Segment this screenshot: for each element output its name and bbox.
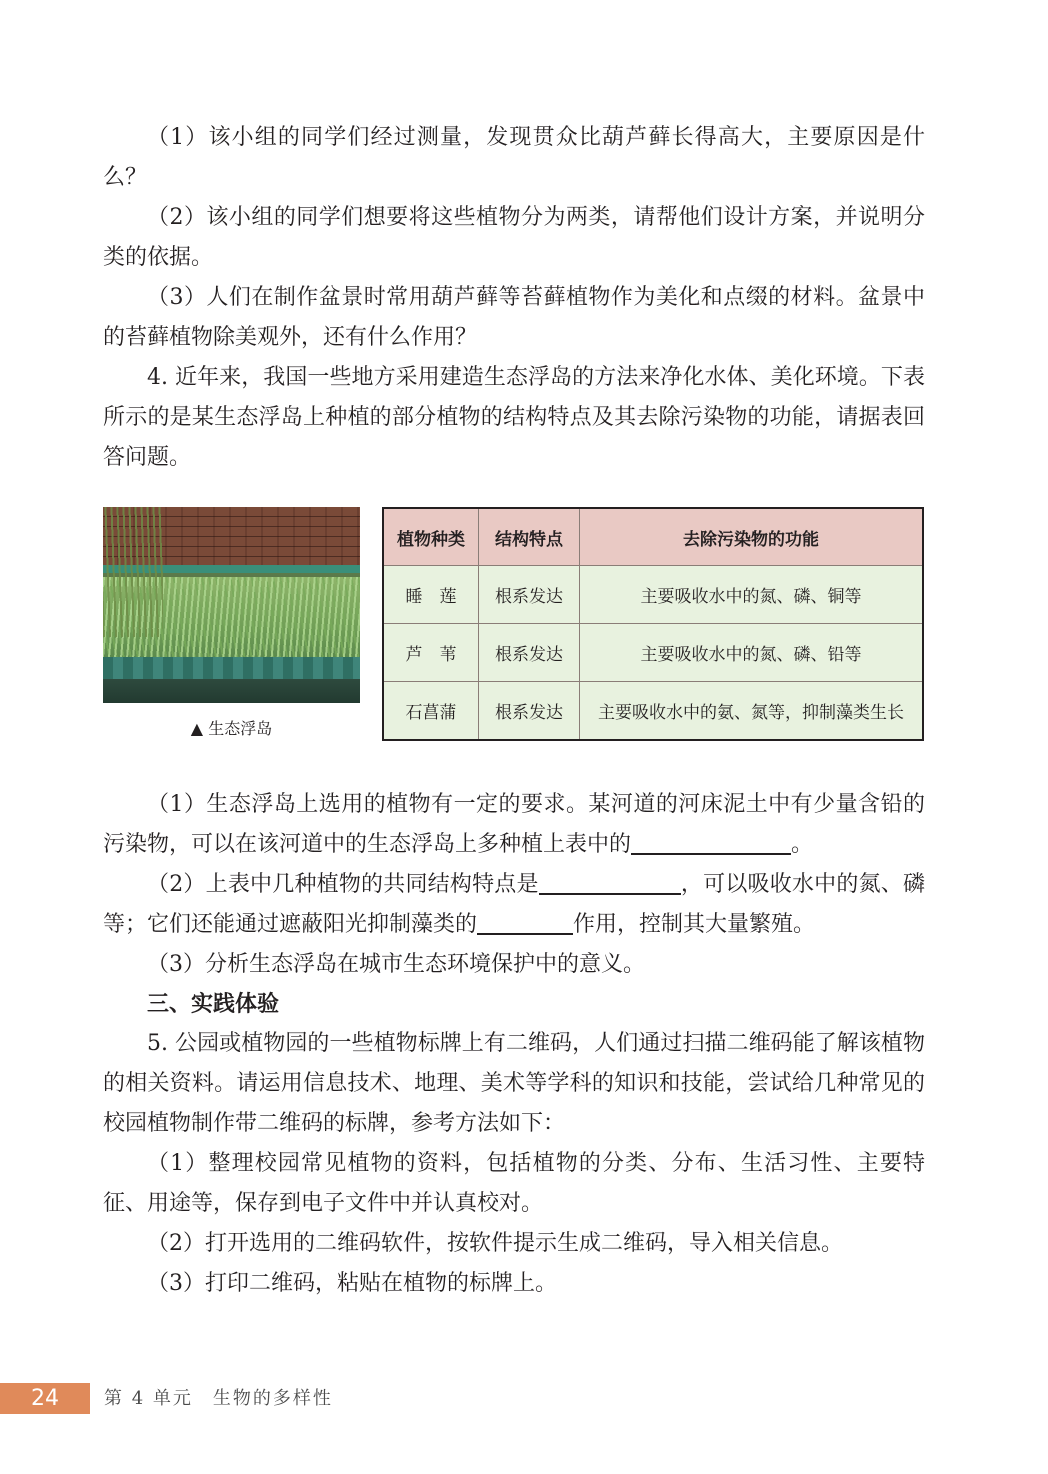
table-cell: 根系发达 bbox=[479, 566, 580, 624]
question-1-part-1: （1）该小组的同学们经过测量，发现贯众比葫芦藓长得高大，主要原因是什么？ bbox=[103, 125, 925, 190]
photo-caption: ▲ 生态浮岛 bbox=[190, 719, 273, 738]
floating-island-photo bbox=[103, 507, 360, 703]
table-cell: 石菖蒲 bbox=[383, 682, 479, 741]
table-row bbox=[383, 624, 923, 682]
question-5-step-1: （1）整理校园常见植物的资料，包括植物的分类、分布、生活习性、主要特征、用途等，保存到电子文件中并认真校对。 bbox=[103, 1151, 925, 1216]
question-4-part-2: （2）上表中几种植物的共同结构特点是 ，可以吸收水中的氮、磷等；它们还能通过遮蔽阳光抑制藻类的 作用，控制其大量繁殖。 bbox=[103, 865, 925, 945]
question-5-step-2: （2）打开选用的二维码软件，按软件提示生成二维码，导入相关信息。 bbox=[147, 1231, 843, 1256]
table-cell: 根系发达 bbox=[479, 624, 580, 682]
question-5-step-3: （3）打印二维码，粘贴在植物的标牌上。 bbox=[147, 1271, 557, 1296]
table-cell: 主要吸收水中的氮、磷、铜等 bbox=[580, 566, 924, 624]
table-cell: 主要吸收水中的氨、氮等，抑制藻类生长 bbox=[580, 682, 924, 741]
unit-title: 第 4 单元 生物的多样性 bbox=[104, 1388, 333, 1409]
floating-mat bbox=[103, 657, 360, 679]
willow-branches bbox=[103, 507, 163, 637]
table-header-row bbox=[383, 508, 923, 566]
table-cell: 芦 苇 bbox=[383, 624, 479, 682]
plant-function-table bbox=[382, 507, 924, 741]
question-4-intro: 4. 近年来，我国一些地方采用建造生态浮岛的方法来净化水体、美化环境。下表所示的是某生态浮岛上种植的部分植物的结构特点及其去除污染物的功能，请据表回答问题。 bbox=[103, 365, 925, 470]
page-number: 24 bbox=[0, 1383, 90, 1414]
table-header-cell: 植物种类 bbox=[383, 508, 479, 566]
table-cell: 根系发达 bbox=[479, 682, 580, 741]
table-header-cell: 结构特点 bbox=[479, 508, 580, 566]
question-5-intro: 5. 公园或植物园的一些植物标牌上有二维码，人们通过扫描二维码能了解该植物的相关资料。请运用信息技术、地理、美术等学科的知识和技能，尝试给几种常见的校园植物制作带二维码的标牌，参考方法如下： bbox=[103, 1031, 925, 1136]
answer-blank bbox=[477, 907, 573, 935]
question-4-part-3: （3）分析生态浮岛在城市生态环境保护中的意义。 bbox=[147, 952, 645, 977]
answer-blank bbox=[539, 867, 681, 895]
question-1-part-2: （2）该小组的同学们想要将这些植物分为两类，请帮他们设计方案，并说明分类的依据。 bbox=[103, 205, 925, 270]
question-4-part-1: （1）生态浮岛上选用的植物有一定的要求。某河道的河床泥土中有少量含铅的污染物，可以在该河道中的生态浮岛上多种植上表中的 。 bbox=[103, 792, 925, 857]
section-heading: 三、实践体验 bbox=[147, 991, 280, 1017]
table-cell: 睡 莲 bbox=[383, 566, 479, 624]
table-cell: 主要吸收水中的氮、磷、铅等 bbox=[580, 624, 924, 682]
answer-blank bbox=[631, 827, 791, 855]
table-row bbox=[383, 682, 923, 741]
table-header-cell: 去除污染物的功能 bbox=[580, 508, 924, 566]
table-row bbox=[383, 566, 923, 624]
question-1-part-3: （3）人们在制作盆景时常用葫芦藓等苔藓植物作为美化和点缀的材料。盆景中的苔藓植物除美观外，还有什么作用？ bbox=[103, 285, 925, 350]
